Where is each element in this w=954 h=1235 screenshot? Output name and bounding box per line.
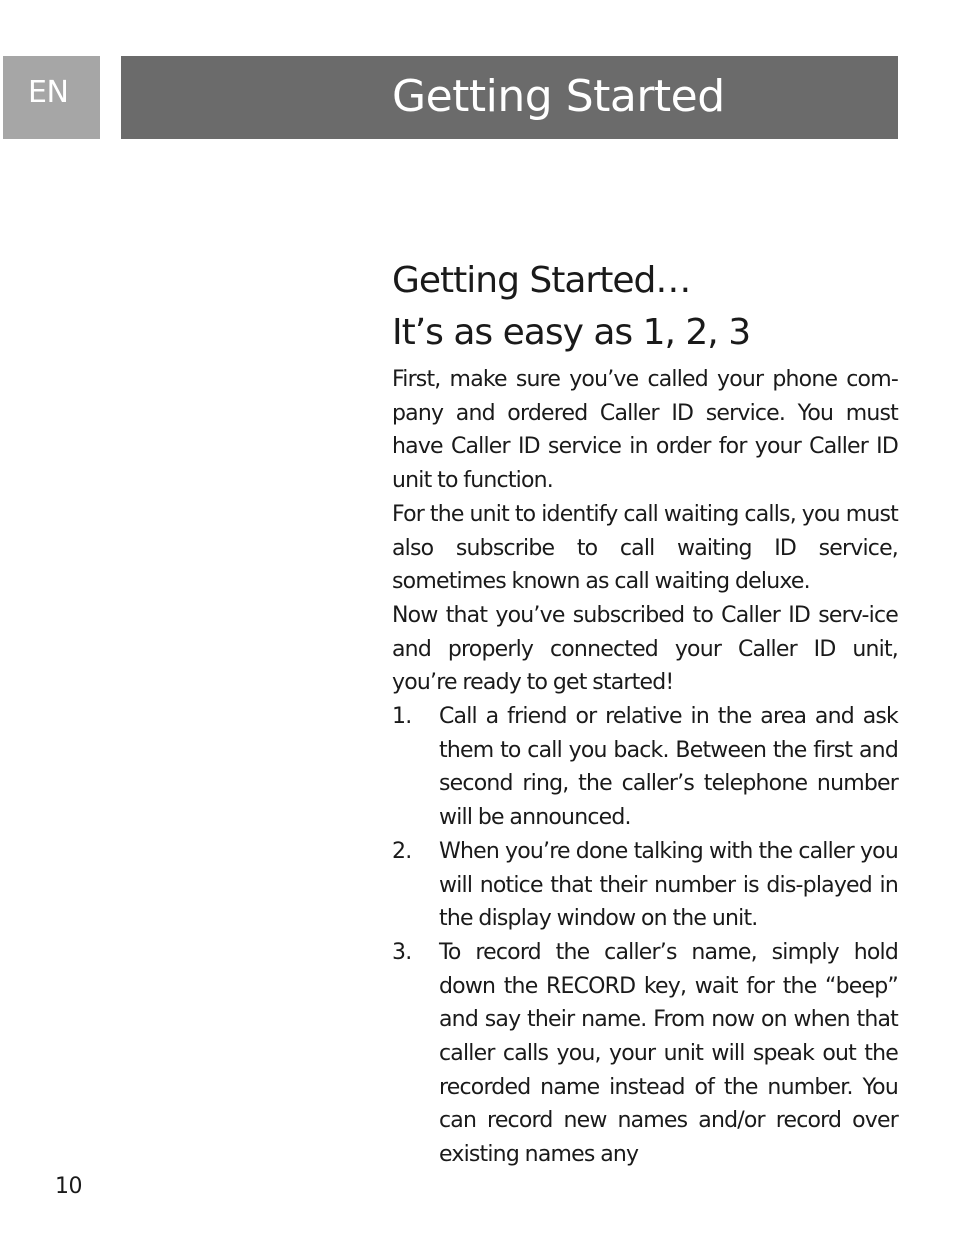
- list-item: [392, 936, 898, 1172]
- paragraph-caller-id-service: First, make sure you’ve called your phone com-pany and ordered Caller ID service. You must have Caller ID service in order for your Caller ID unit to function.: [392, 367, 898, 494]
- list-item: [392, 700, 898, 835]
- paragraph-ready: Now that you’ve subscribed to Caller ID serv-ice and properly connected your Caller ID unit, you’re ready to get started!: [392, 602, 898, 696]
- section-heading-line1: Getting Started…: [392, 260, 691, 301]
- steps-list: [392, 700, 898, 1172]
- step-text: When you’re done talking with the caller you will notice that their number is dis-played in the display window on the unit.: [439, 838, 898, 932]
- step-number: 1.: [392, 704, 412, 730]
- list-item: [392, 835, 898, 936]
- step-number: 3.: [392, 939, 412, 965]
- main-content: [392, 255, 898, 1172]
- page-number: 10: [55, 1174, 82, 1199]
- section-heading-line2: It’s as easy as 1, 2, 3: [392, 312, 751, 353]
- step-text: Call a friend or relative in the area and ask them to call you back. Between the first and second ring, the caller’s telephone number will be announced.: [439, 704, 898, 831]
- paragraph-call-waiting: For the unit to identify call waiting calls, you must also subscribe to call waiting ID service, sometimes known as call waiting deluxe.: [392, 501, 898, 595]
- step-number: 2.: [392, 838, 412, 864]
- section-heading: [392, 255, 898, 359]
- page-title: Getting Started: [392, 71, 725, 122]
- language-tab: EN: [3, 56, 100, 139]
- header-bar: [121, 56, 898, 139]
- step-text: To record the caller’s name, simply hold down the RECORD key, wait for the “beep” and say their name. From now on when that caller calls you, your unit will speak out the recorded name instead of the number. You can record new names and/or record over existing names any: [439, 939, 898, 1168]
